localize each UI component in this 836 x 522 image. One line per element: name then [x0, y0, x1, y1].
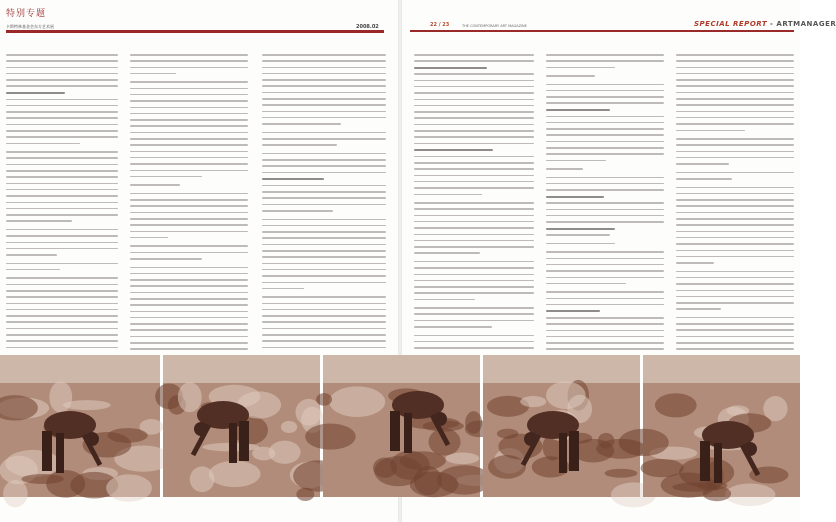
- text-line: [676, 336, 794, 338]
- text-line: [130, 273, 248, 275]
- text-line: [546, 251, 664, 253]
- text-line: [676, 323, 794, 325]
- left-column-2: [130, 54, 248, 344]
- text-line: [130, 125, 248, 127]
- text-line: [262, 269, 386, 271]
- text-line: [130, 323, 248, 325]
- text-line: [546, 202, 664, 204]
- text-line: [130, 258, 202, 260]
- text-line: [262, 73, 386, 75]
- text-line: [130, 231, 248, 233]
- text-line: [676, 231, 794, 233]
- text-line: [414, 149, 493, 151]
- text-line: [676, 123, 794, 125]
- text-line: [676, 157, 794, 159]
- photo-1: [0, 355, 160, 497]
- text-line: [130, 81, 248, 83]
- text-line: [262, 111, 386, 113]
- text-line: [414, 143, 534, 145]
- text-line: [6, 254, 57, 256]
- text-line: [676, 163, 729, 165]
- text-line: [676, 290, 794, 292]
- text-line: [676, 111, 794, 113]
- text-line: [6, 151, 118, 153]
- right-column-3: [676, 54, 794, 344]
- text-line: [262, 153, 386, 155]
- text-line: [414, 111, 534, 113]
- text-line: [130, 224, 248, 226]
- text-line: [6, 235, 118, 237]
- text-line: [414, 99, 534, 101]
- text-line: [546, 209, 664, 211]
- text-line: [546, 128, 664, 130]
- text-line: [414, 162, 534, 164]
- text-line: [676, 262, 714, 264]
- text-line: [130, 60, 248, 62]
- text-line: [130, 107, 248, 109]
- text-line: [6, 92, 65, 94]
- text-line: [6, 321, 118, 323]
- text-line: [546, 323, 664, 325]
- text-line: [676, 130, 745, 132]
- text-line: [414, 215, 534, 217]
- text-line: [262, 219, 386, 221]
- text-line: [6, 309, 118, 311]
- text-line: [414, 175, 534, 177]
- text-line: [6, 242, 118, 244]
- text-line: [546, 60, 664, 62]
- text-line: [262, 263, 386, 265]
- text-line: [414, 156, 534, 158]
- text-line: [130, 317, 248, 319]
- text-line: [130, 199, 248, 201]
- text-line: [262, 159, 386, 161]
- text-line: [676, 117, 794, 119]
- text-line: [262, 256, 386, 258]
- text-line: [130, 170, 248, 172]
- text-line: [676, 250, 794, 252]
- text-line: [130, 144, 248, 146]
- text-line: [130, 311, 248, 313]
- brand-header: [694, 20, 836, 28]
- text-line: [676, 178, 732, 180]
- right-column-1: [414, 54, 534, 344]
- text-line: [6, 170, 118, 172]
- text-line: [6, 60, 118, 62]
- text-line: [262, 98, 386, 100]
- text-line: [414, 320, 534, 322]
- text-line: [6, 111, 118, 113]
- text-line: [676, 296, 794, 298]
- text-line: [6, 296, 118, 298]
- text-line: [414, 240, 534, 242]
- text-line: [6, 315, 118, 317]
- text-line: [676, 348, 794, 350]
- text-line: [130, 151, 248, 153]
- text-line: [130, 94, 248, 96]
- text-line: [262, 210, 333, 212]
- text-line: [546, 310, 600, 312]
- photo-4: [483, 355, 640, 497]
- text-line: [676, 79, 794, 81]
- text-line: [676, 205, 794, 207]
- text-line: [414, 234, 534, 236]
- brand-name: SPECIAL REPORT: [694, 20, 768, 28]
- text-line: [546, 298, 664, 300]
- text-line: [6, 130, 118, 132]
- text-line: [262, 309, 386, 311]
- text-line: [262, 340, 386, 342]
- text-line: [414, 267, 534, 269]
- text-line: [676, 138, 794, 140]
- text-line: [130, 218, 248, 220]
- text-line: [130, 157, 248, 159]
- text-line: [676, 237, 794, 239]
- text-line: [414, 246, 534, 248]
- photo-2: [163, 355, 320, 497]
- text-line: [414, 73, 534, 75]
- photo-5: [643, 355, 800, 497]
- header-subtitle: 卡斯特林基金会东方艺术展: [6, 24, 54, 29]
- text-line: [130, 73, 176, 75]
- text-line: [130, 212, 248, 214]
- text-line: [546, 168, 583, 170]
- text-line: [130, 113, 248, 115]
- text-line: [262, 237, 386, 239]
- text-line: [6, 124, 118, 126]
- text-line: [546, 141, 664, 143]
- text-line: [6, 202, 118, 204]
- text-line: [546, 122, 664, 124]
- text-line: [6, 143, 80, 145]
- text-line: [262, 178, 324, 180]
- text-line: [676, 224, 794, 226]
- text-line: [130, 267, 248, 269]
- text-line: [130, 119, 248, 121]
- text-line: [262, 79, 386, 81]
- text-line: [546, 243, 615, 245]
- text-line: [676, 151, 794, 153]
- text-line: [414, 227, 534, 229]
- text-line: [262, 85, 386, 87]
- text-line: [676, 256, 794, 258]
- text-line: [546, 96, 664, 98]
- text-line: [676, 283, 794, 285]
- text-line: [6, 269, 60, 271]
- text-line: [546, 67, 615, 69]
- text-line: [414, 60, 534, 62]
- text-line: [130, 342, 248, 344]
- text-line: [262, 165, 386, 167]
- text-line: [546, 102, 664, 104]
- text-line: [6, 136, 118, 138]
- text-line: [546, 283, 626, 285]
- text-line: [414, 274, 534, 276]
- text-line: [414, 80, 534, 82]
- text-line: [262, 185, 386, 187]
- text-line: [130, 336, 248, 338]
- text-line: [262, 250, 386, 252]
- text-line: [546, 54, 664, 56]
- left-column-1: [6, 54, 118, 344]
- text-line: [676, 302, 794, 304]
- text-line: [414, 181, 534, 183]
- text-line: [414, 341, 534, 343]
- text-line: [262, 92, 386, 94]
- text-line: [546, 183, 664, 185]
- text-line: [6, 195, 118, 197]
- text-line: [414, 168, 534, 170]
- text-line: [546, 228, 615, 230]
- text-line: [414, 261, 534, 263]
- text-line: [414, 292, 534, 294]
- text-line: [546, 277, 664, 279]
- text-line: [414, 299, 475, 301]
- text-line: [262, 347, 386, 349]
- text-line: [414, 326, 492, 328]
- text-line: [6, 157, 118, 159]
- text-line: [676, 172, 794, 174]
- text-line: [262, 296, 386, 298]
- text-line: [676, 329, 794, 331]
- text-line: [130, 100, 248, 102]
- text-line: [6, 303, 118, 305]
- text-line: [546, 291, 664, 293]
- header-rule: [6, 30, 384, 33]
- text-line: [414, 194, 482, 196]
- header-rule-right: [410, 30, 794, 32]
- text-line: [130, 54, 248, 56]
- text-line: [414, 347, 534, 349]
- text-line: [676, 144, 794, 146]
- text-line: [414, 187, 534, 189]
- text-line: [6, 189, 118, 191]
- text-line: [414, 280, 534, 282]
- text-line: [546, 234, 610, 236]
- photo-strip: [0, 355, 800, 497]
- text-line: [6, 73, 118, 75]
- text-line: [546, 264, 664, 266]
- text-line: [676, 104, 794, 106]
- text-line: [130, 348, 248, 350]
- text-line: [546, 215, 664, 217]
- text-line: [546, 317, 664, 319]
- text-line: [6, 229, 118, 231]
- text-line: [676, 60, 794, 62]
- text-line: [676, 85, 794, 87]
- text-line: [6, 290, 118, 292]
- text-line: [676, 277, 794, 279]
- text-line: [546, 304, 664, 306]
- text-line: [262, 315, 386, 317]
- text-line: [130, 67, 248, 69]
- text-line: [414, 105, 534, 107]
- text-line: [414, 130, 534, 132]
- text-line: [546, 147, 664, 149]
- text-line: [262, 144, 337, 146]
- text-line: [130, 176, 202, 178]
- text-line: [130, 88, 248, 90]
- text-line: [130, 184, 180, 186]
- text-line: [676, 342, 794, 344]
- text-line: [130, 304, 248, 306]
- text-line: [414, 208, 534, 210]
- text-line: [414, 252, 480, 254]
- text-line: [6, 328, 118, 330]
- text-line: [6, 334, 118, 336]
- text-line: [414, 67, 487, 69]
- text-line: [262, 288, 304, 290]
- page-numbers: 22 / 23: [430, 22, 450, 28]
- text-line: [6, 54, 118, 56]
- text-line: [262, 132, 386, 134]
- text-line: [6, 176, 118, 178]
- text-line: [676, 54, 794, 56]
- text-line: [6, 105, 118, 107]
- issue-number: 2008.02: [356, 24, 379, 30]
- text-line: [130, 329, 248, 331]
- text-line: [676, 212, 794, 214]
- text-line: [546, 109, 610, 111]
- text-line: [262, 117, 386, 119]
- text-line: [546, 221, 664, 223]
- text-line: [546, 189, 664, 191]
- text-line: [6, 208, 118, 210]
- text-line: [6, 263, 118, 265]
- text-line: [262, 172, 386, 174]
- text-line: [6, 117, 118, 119]
- text-line: [546, 160, 606, 162]
- photo-3: [323, 355, 480, 497]
- text-line: [676, 187, 794, 189]
- text-line: [676, 98, 794, 100]
- text-line: [6, 277, 118, 279]
- text-line: [414, 124, 534, 126]
- brand-suffix: - ARTMANAGER: [767, 20, 836, 28]
- text-line: [262, 334, 386, 336]
- text-line: [414, 136, 534, 138]
- left-column-3: [262, 54, 386, 344]
- text-line: [676, 243, 794, 245]
- text-line: [262, 321, 386, 323]
- text-line: [262, 138, 386, 140]
- text-line: [546, 75, 595, 77]
- text-line: [546, 258, 664, 260]
- text-line: [130, 205, 248, 207]
- text-line: [6, 67, 118, 69]
- text-line: [676, 193, 794, 195]
- text-line: [414, 313, 534, 315]
- text-line: [414, 54, 534, 56]
- text-line: [6, 284, 118, 286]
- text-line: [130, 279, 248, 281]
- text-line: [414, 202, 534, 204]
- text-line: [546, 84, 664, 86]
- text-line: [414, 92, 534, 94]
- text-line: [262, 191, 386, 193]
- text-line: [546, 330, 664, 332]
- text-line: [546, 90, 664, 92]
- text-line: [130, 292, 248, 294]
- text-line: [130, 252, 248, 254]
- text-line: [130, 138, 248, 140]
- text-line: [676, 92, 794, 94]
- text-line: [676, 271, 794, 273]
- text-line: [546, 348, 664, 350]
- text-line: [676, 308, 721, 310]
- text-line: [414, 221, 534, 223]
- text-line: [6, 347, 118, 349]
- text-line: [414, 117, 534, 119]
- text-line: [130, 298, 248, 300]
- text-line: [262, 303, 386, 305]
- text-line: [6, 164, 118, 166]
- text-line: [546, 336, 664, 338]
- text-line: [6, 340, 118, 342]
- text-line: [262, 328, 386, 330]
- text-line: [6, 248, 118, 250]
- right-column-2: [546, 54, 664, 344]
- text-line: [414, 286, 534, 288]
- text-line: [676, 317, 794, 319]
- text-line: [414, 307, 534, 309]
- text-line: [546, 196, 604, 198]
- text-line: [262, 204, 386, 206]
- text-line: [676, 199, 794, 201]
- text-line: [130, 193, 248, 195]
- section-label: 特别专题: [6, 9, 47, 19]
- text-line: [6, 85, 118, 87]
- text-line: [676, 67, 794, 69]
- text-line: [676, 73, 794, 75]
- text-line: [546, 177, 664, 179]
- text-line: [130, 237, 168, 239]
- text-line: [676, 218, 794, 220]
- text-line: [546, 153, 664, 155]
- text-line: [262, 197, 386, 199]
- text-line: [262, 60, 386, 62]
- text-line: [6, 99, 118, 101]
- text-line: [546, 134, 664, 136]
- text-line: [130, 245, 248, 247]
- text-line: [262, 67, 386, 69]
- text-line: [546, 116, 664, 118]
- text-line: [414, 335, 534, 337]
- text-line: [6, 214, 118, 216]
- text-line: [546, 342, 664, 344]
- text-line: [262, 275, 386, 277]
- text-line: [130, 163, 248, 165]
- text-line: [6, 79, 118, 81]
- text-line: [130, 132, 248, 134]
- text-line: [262, 231, 386, 233]
- text-line: [262, 104, 386, 106]
- text-line: [262, 282, 386, 284]
- text-line: [262, 244, 386, 246]
- text-line: [262, 225, 386, 227]
- header-tagline: THE CONTEMPORARY ART MAGAZINE: [462, 24, 527, 28]
- text-line: [6, 183, 118, 185]
- text-line: [6, 220, 72, 222]
- text-line: [414, 86, 534, 88]
- text-line: [262, 54, 386, 56]
- text-line: [130, 285, 248, 287]
- text-line: [546, 270, 664, 272]
- text-line: [262, 123, 341, 125]
